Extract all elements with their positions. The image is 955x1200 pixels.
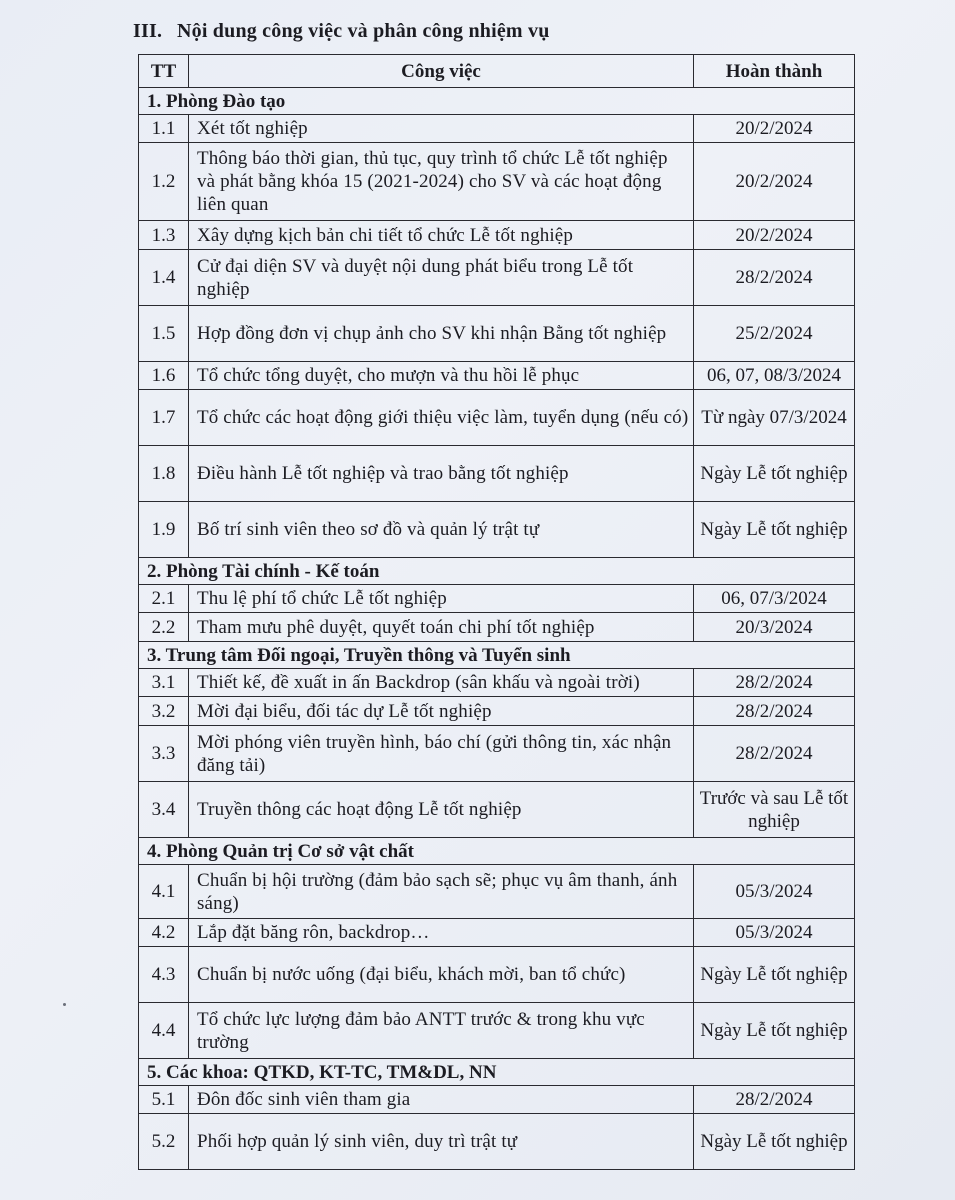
task-cell: Cử đại diện SV và duyệt nội dung phát biểu trong Lễ tốt nghiệp xyxy=(189,250,694,306)
table-row xyxy=(139,362,855,390)
deadline-cell: 25/2/2024 xyxy=(694,306,855,362)
deadline-cell: 20/2/2024 xyxy=(694,143,855,221)
task-cell: Thiết kế, đề xuất in ấn Backdrop (sân khấu và ngoài trời) xyxy=(189,669,694,697)
row-number: 1.6 xyxy=(139,362,189,390)
row-number: 3.3 xyxy=(139,726,189,782)
group-row xyxy=(139,88,855,115)
deadline-cell: Ngày Lễ tốt nghiệp xyxy=(694,502,855,558)
table-row xyxy=(139,613,855,642)
row-number: 1.4 xyxy=(139,250,189,306)
row-number: 5.2 xyxy=(139,1114,189,1170)
row-number: 1.5 xyxy=(139,306,189,362)
group-row xyxy=(139,838,855,865)
group-row xyxy=(139,642,855,669)
row-number: 3.4 xyxy=(139,782,189,838)
task-cell: Tổ chức lực lượng đảm bảo ANTT trước & trong khu vực trường xyxy=(189,1003,694,1059)
row-number: 3.1 xyxy=(139,669,189,697)
table-row xyxy=(139,221,855,250)
deadline-cell: Ngày Lễ tốt nghiệp xyxy=(694,446,855,502)
group-title: 1. Phòng Đào tạo xyxy=(139,88,855,115)
table-row xyxy=(139,726,855,782)
deadline-cell: Ngày Lễ tốt nghiệp xyxy=(694,947,855,1003)
task-cell: Chuẩn bị nước uống (đại biểu, khách mời, ban tổ chức) xyxy=(189,947,694,1003)
table-row xyxy=(139,697,855,726)
deadline-cell: 28/2/2024 xyxy=(694,1086,855,1114)
deadline-cell: 28/2/2024 xyxy=(694,697,855,726)
deadline-cell: 05/3/2024 xyxy=(694,865,855,919)
task-cell: Xây dựng kịch bản chi tiết tổ chức Lễ tốt nghiệp xyxy=(189,221,694,250)
deadline-cell: Ngày Lễ tốt nghiệp xyxy=(694,1114,855,1170)
table-row xyxy=(139,115,855,143)
group-row xyxy=(139,1059,855,1086)
group-title: 4. Phòng Quản trị Cơ sở vật chất xyxy=(139,838,855,865)
table-header-row xyxy=(139,55,855,88)
section-heading xyxy=(133,20,550,43)
task-cell: Hợp đồng đơn vị chụp ảnh cho SV khi nhận Bằng tốt nghiệp xyxy=(189,306,694,362)
table-row xyxy=(139,947,855,1003)
row-number: 1.7 xyxy=(139,390,189,446)
deadline-cell: 06, 07/3/2024 xyxy=(694,585,855,613)
deadline-cell: 28/2/2024 xyxy=(694,726,855,782)
table-row xyxy=(139,585,855,613)
task-cell: Tổ chức tổng duyệt, cho mượn và thu hồi lễ phục xyxy=(189,362,694,390)
row-number: 5.1 xyxy=(139,1086,189,1114)
row-number: 4.2 xyxy=(139,919,189,947)
group-title: 2. Phòng Tài chính - Kế toán xyxy=(139,558,855,585)
row-number: 4.1 xyxy=(139,865,189,919)
row-number: 3.2 xyxy=(139,697,189,726)
deadline-cell: 06, 07, 08/3/2024 xyxy=(694,362,855,390)
row-number: 1.3 xyxy=(139,221,189,250)
deadline-cell: 28/2/2024 xyxy=(694,250,855,306)
row-number: 1.8 xyxy=(139,446,189,502)
row-number: 4.4 xyxy=(139,1003,189,1059)
row-number: 2.1 xyxy=(139,585,189,613)
table-row xyxy=(139,502,855,558)
table-body xyxy=(139,88,855,1170)
task-cell: Lắp đặt băng rôn, backdrop… xyxy=(189,919,694,947)
task-cell: Xét tốt nghiệp xyxy=(189,115,694,143)
row-number: 2.2 xyxy=(139,613,189,642)
group-row xyxy=(139,558,855,585)
task-cell: Thu lệ phí tổ chức Lễ tốt nghiệp xyxy=(189,585,694,613)
deadline-cell: 20/2/2024 xyxy=(694,115,855,143)
task-cell: Phối hợp quản lý sinh viên, duy trì trật tự xyxy=(189,1114,694,1170)
table-row xyxy=(139,1086,855,1114)
row-number: 4.3 xyxy=(139,947,189,1003)
task-cell: Mời phóng viên truyền hình, báo chí (gửi thông tin, xác nhận đăng tải) xyxy=(189,726,694,782)
table-row xyxy=(139,390,855,446)
task-table xyxy=(138,54,855,1170)
table-row xyxy=(139,919,855,947)
deadline-cell: Từ ngày 07/3/2024 xyxy=(694,390,855,446)
section-title: Nội dung công việc và phân công nhiệm vụ xyxy=(177,20,550,42)
table-row xyxy=(139,143,855,221)
header-work: Công việc xyxy=(189,55,694,88)
task-cell: Điều hành Lễ tốt nghiệp và trao bằng tốt nghiệp xyxy=(189,446,694,502)
deadline-cell: 05/3/2024 xyxy=(694,919,855,947)
section-number: III. xyxy=(133,20,163,42)
deadline-cell: Ngày Lễ tốt nghiệp xyxy=(694,1003,855,1059)
table-row xyxy=(139,782,855,838)
deadline-cell: 20/2/2024 xyxy=(694,221,855,250)
task-cell: Đôn đốc sinh viên tham gia xyxy=(189,1086,694,1114)
group-title: 5. Các khoa: QTKD, KT-TC, TM&DL, NN xyxy=(139,1059,855,1086)
deadline-cell: 20/3/2024 xyxy=(694,613,855,642)
deadline-cell: Trước và sau Lễ tốt nghiệp xyxy=(694,782,855,838)
deadline-cell: 28/2/2024 xyxy=(694,669,855,697)
task-cell: Tổ chức các hoạt động giới thiệu việc làm, tuyển dụng (nếu có) xyxy=(189,390,694,446)
table-row xyxy=(139,250,855,306)
row-number: 1.2 xyxy=(139,143,189,221)
table-row xyxy=(139,865,855,919)
task-cell: Mời đại biểu, đối tác dự Lễ tốt nghiệp xyxy=(189,697,694,726)
table-row xyxy=(139,1003,855,1059)
table-row xyxy=(139,669,855,697)
task-cell: Thông báo thời gian, thủ tục, quy trình tổ chức Lễ tốt nghiệp và phát bằng khóa 15 (2021-2024) cho SV và các hoạt động liên quan xyxy=(189,143,694,221)
task-cell: Tham mưu phê duyệt, quyết toán chi phí tốt nghiệp xyxy=(189,613,694,642)
row-number: 1.1 xyxy=(139,115,189,143)
paper-speck xyxy=(63,1003,66,1006)
table-row xyxy=(139,446,855,502)
task-cell: Chuẩn bị hội trường (đảm bảo sạch sẽ; phục vụ âm thanh, ánh sáng) xyxy=(189,865,694,919)
group-title: 3. Trung tâm Đối ngoại, Truyền thông và Tuyển sinh xyxy=(139,642,855,669)
task-cell: Bố trí sinh viên theo sơ đồ và quản lý trật tự xyxy=(189,502,694,558)
task-cell: Truyền thông các hoạt động Lễ tốt nghiệp xyxy=(189,782,694,838)
table-row xyxy=(139,306,855,362)
row-number: 1.9 xyxy=(139,502,189,558)
header-tt: TT xyxy=(139,55,189,88)
header-done: Hoàn thành xyxy=(694,55,855,88)
table-row xyxy=(139,1114,855,1170)
